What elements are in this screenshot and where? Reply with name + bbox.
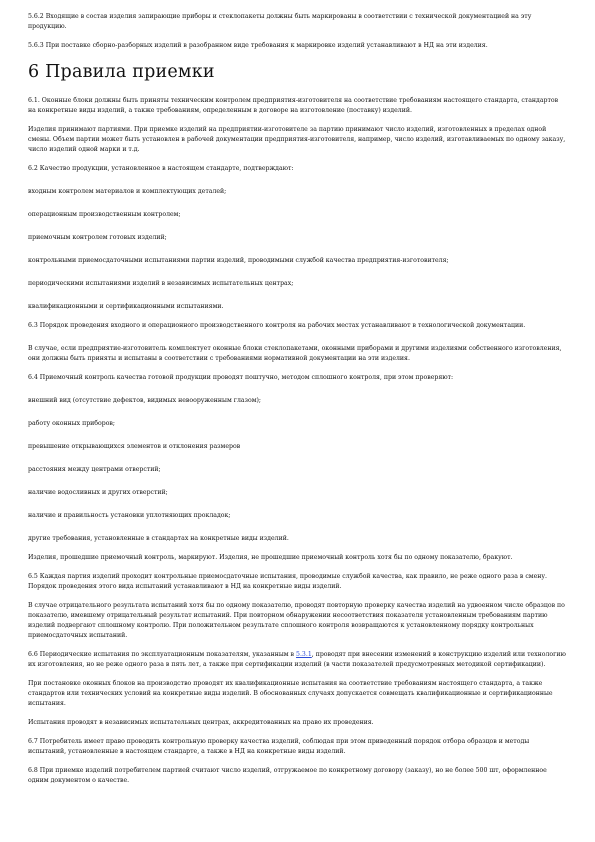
- list-item: операционным производственным контролем;: [28, 211, 181, 218]
- paragraph-6-1-lots: Изделия принимают партиями. При приемке изделий на предприятии-изготовителе за партию принимают число изделий, изготовленных в пределах одной смены. Объем партии может быть установлен в рабочей документации предприятия-изготовителя, например, число изделий, изготавливаемых по одному заказу, число изделий одной марки и т.д.: [28, 126, 566, 153]
- list-item: превышение открывающихся элементов и отклонения размеров: [28, 443, 241, 450]
- list-item: расстояния между центрами отверстий;: [28, 466, 161, 473]
- paragraph-5-6-3: 5.6.3 При поставке сборно-разборных изделий в разобранном виде требования к маркировке изделий устанавливают в НД на эти изделия.: [28, 42, 488, 49]
- list-item: квалификационными и сертификационными испытаниями.: [28, 303, 224, 310]
- list-item: входным контролем материалов и комплектующих деталей;: [28, 188, 227, 195]
- list-item: контрольными приемосдаточными испытаниями партии изделий, проводимыми службой качества предприятия-изготовителя;: [28, 257, 449, 264]
- list-item: наличие водосливных и других отверстий;: [28, 489, 168, 496]
- paragraph-6-3: 6.3 Порядок проведения входного и операционного производственного контроля на рабочих местах устанавливают в технологической документации.: [28, 322, 526, 329]
- paragraph-6-4-marking: Изделия, прошедшие приемочный контроль, маркируют. Изделия, не прошедшие приемочный контроль хотя бы по одному показателю, бракуют.: [28, 554, 513, 561]
- list-item: работу оконных приборов;: [28, 420, 115, 427]
- paragraph-6-6-text-a: 6.6 Периодические испытания по эксплуатационным показателям, указанным в: [28, 651, 297, 658]
- paragraph-6-6-centers: Испытания проводят в независимых испытательных центрах, аккредитованных на право их проведения.: [28, 719, 374, 726]
- paragraph-6-8: 6.8 При приемке изделий потребителем партией считают число изделий, отгружаемое по конкретному договору (заказу), но не более 500 шт, оформленное одним документом о качестве.: [28, 767, 547, 784]
- paragraph-6-6-text-b: , проводят при внесении изменений в конструкцию изделий или технологию их изготовления, но не реже одного раза в пять лет, а также при сертификации изделий (в части показателей предусмотренных методикой сертификации).: [28, 651, 566, 668]
- paragraph-6-5: 6.5 Каждая партия изделий проходит контрольные приемосдаточные испытания, проводимые службой качества, как правило, не реже одного раза в смену. Порядок проведения этого вида испытаний устанавливают в НД на конкретные виды изделий.: [28, 573, 547, 590]
- paragraph-6-1: 6.1. Оконные блоки должны быть приняты техническим контролем предприятия-изготовителя на соответствие требованиям настоящего стандарта, стандартов на конкретные виды изделий, а также требованиям, определенным в договоре на изготовление (поставку) изделий.: [28, 97, 559, 114]
- list-item: приемочным контролем готовых изделий;: [28, 234, 167, 241]
- list-item: периодическими испытаниями изделий в независимых испытательных центрах;: [28, 280, 294, 287]
- clause-5-3-1-link[interactable]: 5.3.1: [296, 651, 312, 658]
- list-item: другие требования, установленные в стандартах на конкретные виды изделий.: [28, 535, 289, 542]
- section-heading: 6 Правила приемки: [28, 62, 215, 82]
- list-item: наличие и правильность установки уплотняющих прокладок;: [28, 512, 231, 519]
- paragraph-6-7: 6.7 Потребитель имеет право проводить контрольную проверку качества изделий, соблюдая при этом приведенный порядок отбора образцов и методы испытаний, установленные в настоящем стандарте, а также в НД на конкретные виды изделий.: [28, 738, 530, 755]
- document-page: [28, 12, 566, 786]
- paragraph-6-4: 6.4 Приемочный контроль качества готовой продукции проводят поштучно, методом сплошного контроля, при этом проверяют:: [28, 374, 454, 381]
- paragraph-5-6-2: 5.6.2 Входящие в состав изделия запирающие приборы и стеклопакеты должны быть маркированы в соответствии с технической документацией на эту продукцию.: [28, 13, 532, 30]
- paragraph-6-3-components: В случае, если предприятие-изготовитель комплектует оконные блоки стеклопакетами, оконными приборами и другими изделиями собственного изготовления, они должны быть приняты и испытаны в соответствии с требованиями нормативной документации на эти изделия.: [28, 345, 562, 362]
- paragraph-6-2: 6.2 Качество продукции, установленное в настоящем стандарте, подтверждают:: [28, 165, 294, 172]
- paragraph-6-6: [28, 650, 566, 670]
- paragraph-6-5-retest: В случае отрицательного результата испытаний хотя бы по одному показателю, проводят повторную проверку качества изделий на удвоенном числе образцов по показателю, имевшему отрицательный результат испытаний. При повторном обнаружении несоответствия показателя установленным требованиям партию изделий подвергают сплошному контролю. При положительном результате сплошного контроля возвращаются к установленному порядку контрольных приемосдаточных испытаний.: [28, 602, 565, 639]
- list-item: внешний вид (отсутствие дефектов, видимых невооруженным глазом);: [28, 397, 262, 404]
- paragraph-6-6-qualification: При постановке оконных блоков на производство проводят их квалификационные испытания на соответствие требованиям настоящего стандарта, а также стандартов или технических условий на конкретные виды изделий. В обоснованных случаях допускается совмещать квалификационные и сертификационные испытания.: [28, 680, 553, 707]
